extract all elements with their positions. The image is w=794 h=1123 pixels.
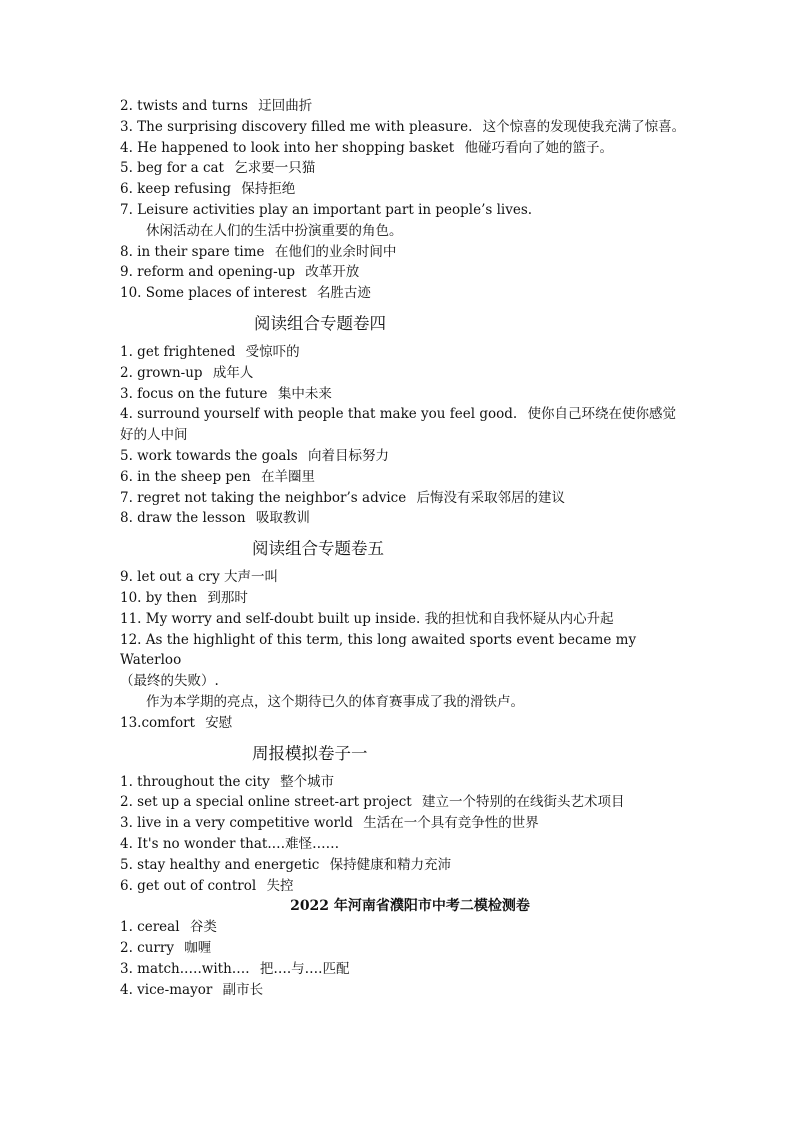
section-2-list <box>120 342 680 529</box>
list-item: 5. beg for a cat 乞求要一只猫 <box>120 160 316 177</box>
list-item: 1. get frightened 受惊吓的 <box>120 343 300 360</box>
list-item: 8. draw the lesson 吸取教训 <box>120 510 310 527</box>
section-3-list <box>120 567 680 733</box>
section-5-list <box>120 917 680 1000</box>
list-item: 3. focus on the future 集中未来 <box>120 385 332 402</box>
list-item: 3. live in a very competitive world 生活在一个具有竞争性的世界 <box>120 815 539 832</box>
list-item: 8. in their spare time 在他们的业余时间中 <box>120 243 397 260</box>
list-item: 2. set up a special online street-art project 建立一个特别的在线街头艺术项目 <box>120 794 625 811</box>
list-item-translation: 休闲活动在人们的生活中扮演重要的角色。 <box>146 222 403 239</box>
list-item: 2. grown-up 成年人 <box>120 364 254 381</box>
document-page <box>120 96 686 1000</box>
list-item: 4. vice-mayor 副市长 <box>120 981 264 998</box>
section-1-list <box>120 96 686 304</box>
list-item: 1. cereal 谷类 <box>120 919 217 936</box>
list-item: 6. keep refusing 保持拒绝 <box>120 181 296 198</box>
section-heading: 阅读组合专题卷四 <box>254 313 386 333</box>
list-item: 2. curry 咖喱 <box>120 940 212 957</box>
list-item: 7. Leisure activities play an important part in people’s lives. <box>120 201 533 218</box>
exam-title: 2022 年河南省濮阳市中考二模检测卷 <box>290 898 530 915</box>
list-item: 13.comfort 安慰 <box>120 714 233 731</box>
list-item: 10. Some places of interest 名胜古迹 <box>120 285 371 302</box>
list-item: 2. twists and turns 迂回曲折 <box>120 98 313 114</box>
list-item: 4. He happened to look into her shopping basket 他碰巧看向了她的篮子。 <box>120 139 614 156</box>
list-item: 5. stay healthy and energetic 保持健康和精力充沛 <box>120 856 452 873</box>
list-item: 5. work towards the goals 向着目标努力 <box>120 447 390 464</box>
list-item: 11. My worry and self-doubt built up inside. 我的担忧和自我怀疑从内心升起 <box>120 610 614 627</box>
list-item: 6. get out of control 失控 <box>120 877 294 894</box>
list-item: 4. It's no wonder that.…难怪…… <box>120 835 340 852</box>
list-item: 12. As the highlight of this term, this long awaited sports event became my Waterloo （最终的失败）. <box>120 631 637 690</box>
section-heading: 周报模拟卷子一 <box>252 743 368 763</box>
list-item: 3. The surprising discovery filled me with pleasure. 这个惊喜的发现使我充满了惊喜。 <box>120 118 686 135</box>
section-4-list <box>120 772 680 897</box>
list-item: 3. match.….with…. 把….与….匹配 <box>120 960 350 977</box>
section-heading: 阅读组合专题卷五 <box>252 539 384 559</box>
list-item: 9. let out a cry 大声一叫 <box>120 569 279 586</box>
list-item: 1. throughout the city 整个城市 <box>120 773 335 790</box>
list-item: 7. regret not taking the neighbor’s advice 后悔没有采取邻居的建议 <box>120 489 566 506</box>
list-item: 10. by then 到那时 <box>120 589 248 606</box>
list-item: 4. surround yourself with people that make you feel good. 使你自己环绕在使你感觉好的人中间 <box>120 406 677 444</box>
list-item: 6. in the sheep pen 在羊圈里 <box>120 468 316 485</box>
list-item: 9. reform and opening-up 改革开放 <box>120 264 360 281</box>
list-item-translation: 作为本学期的亮点，这个期待已久的体育赛事成了我的滑铁卢。 <box>146 693 524 710</box>
